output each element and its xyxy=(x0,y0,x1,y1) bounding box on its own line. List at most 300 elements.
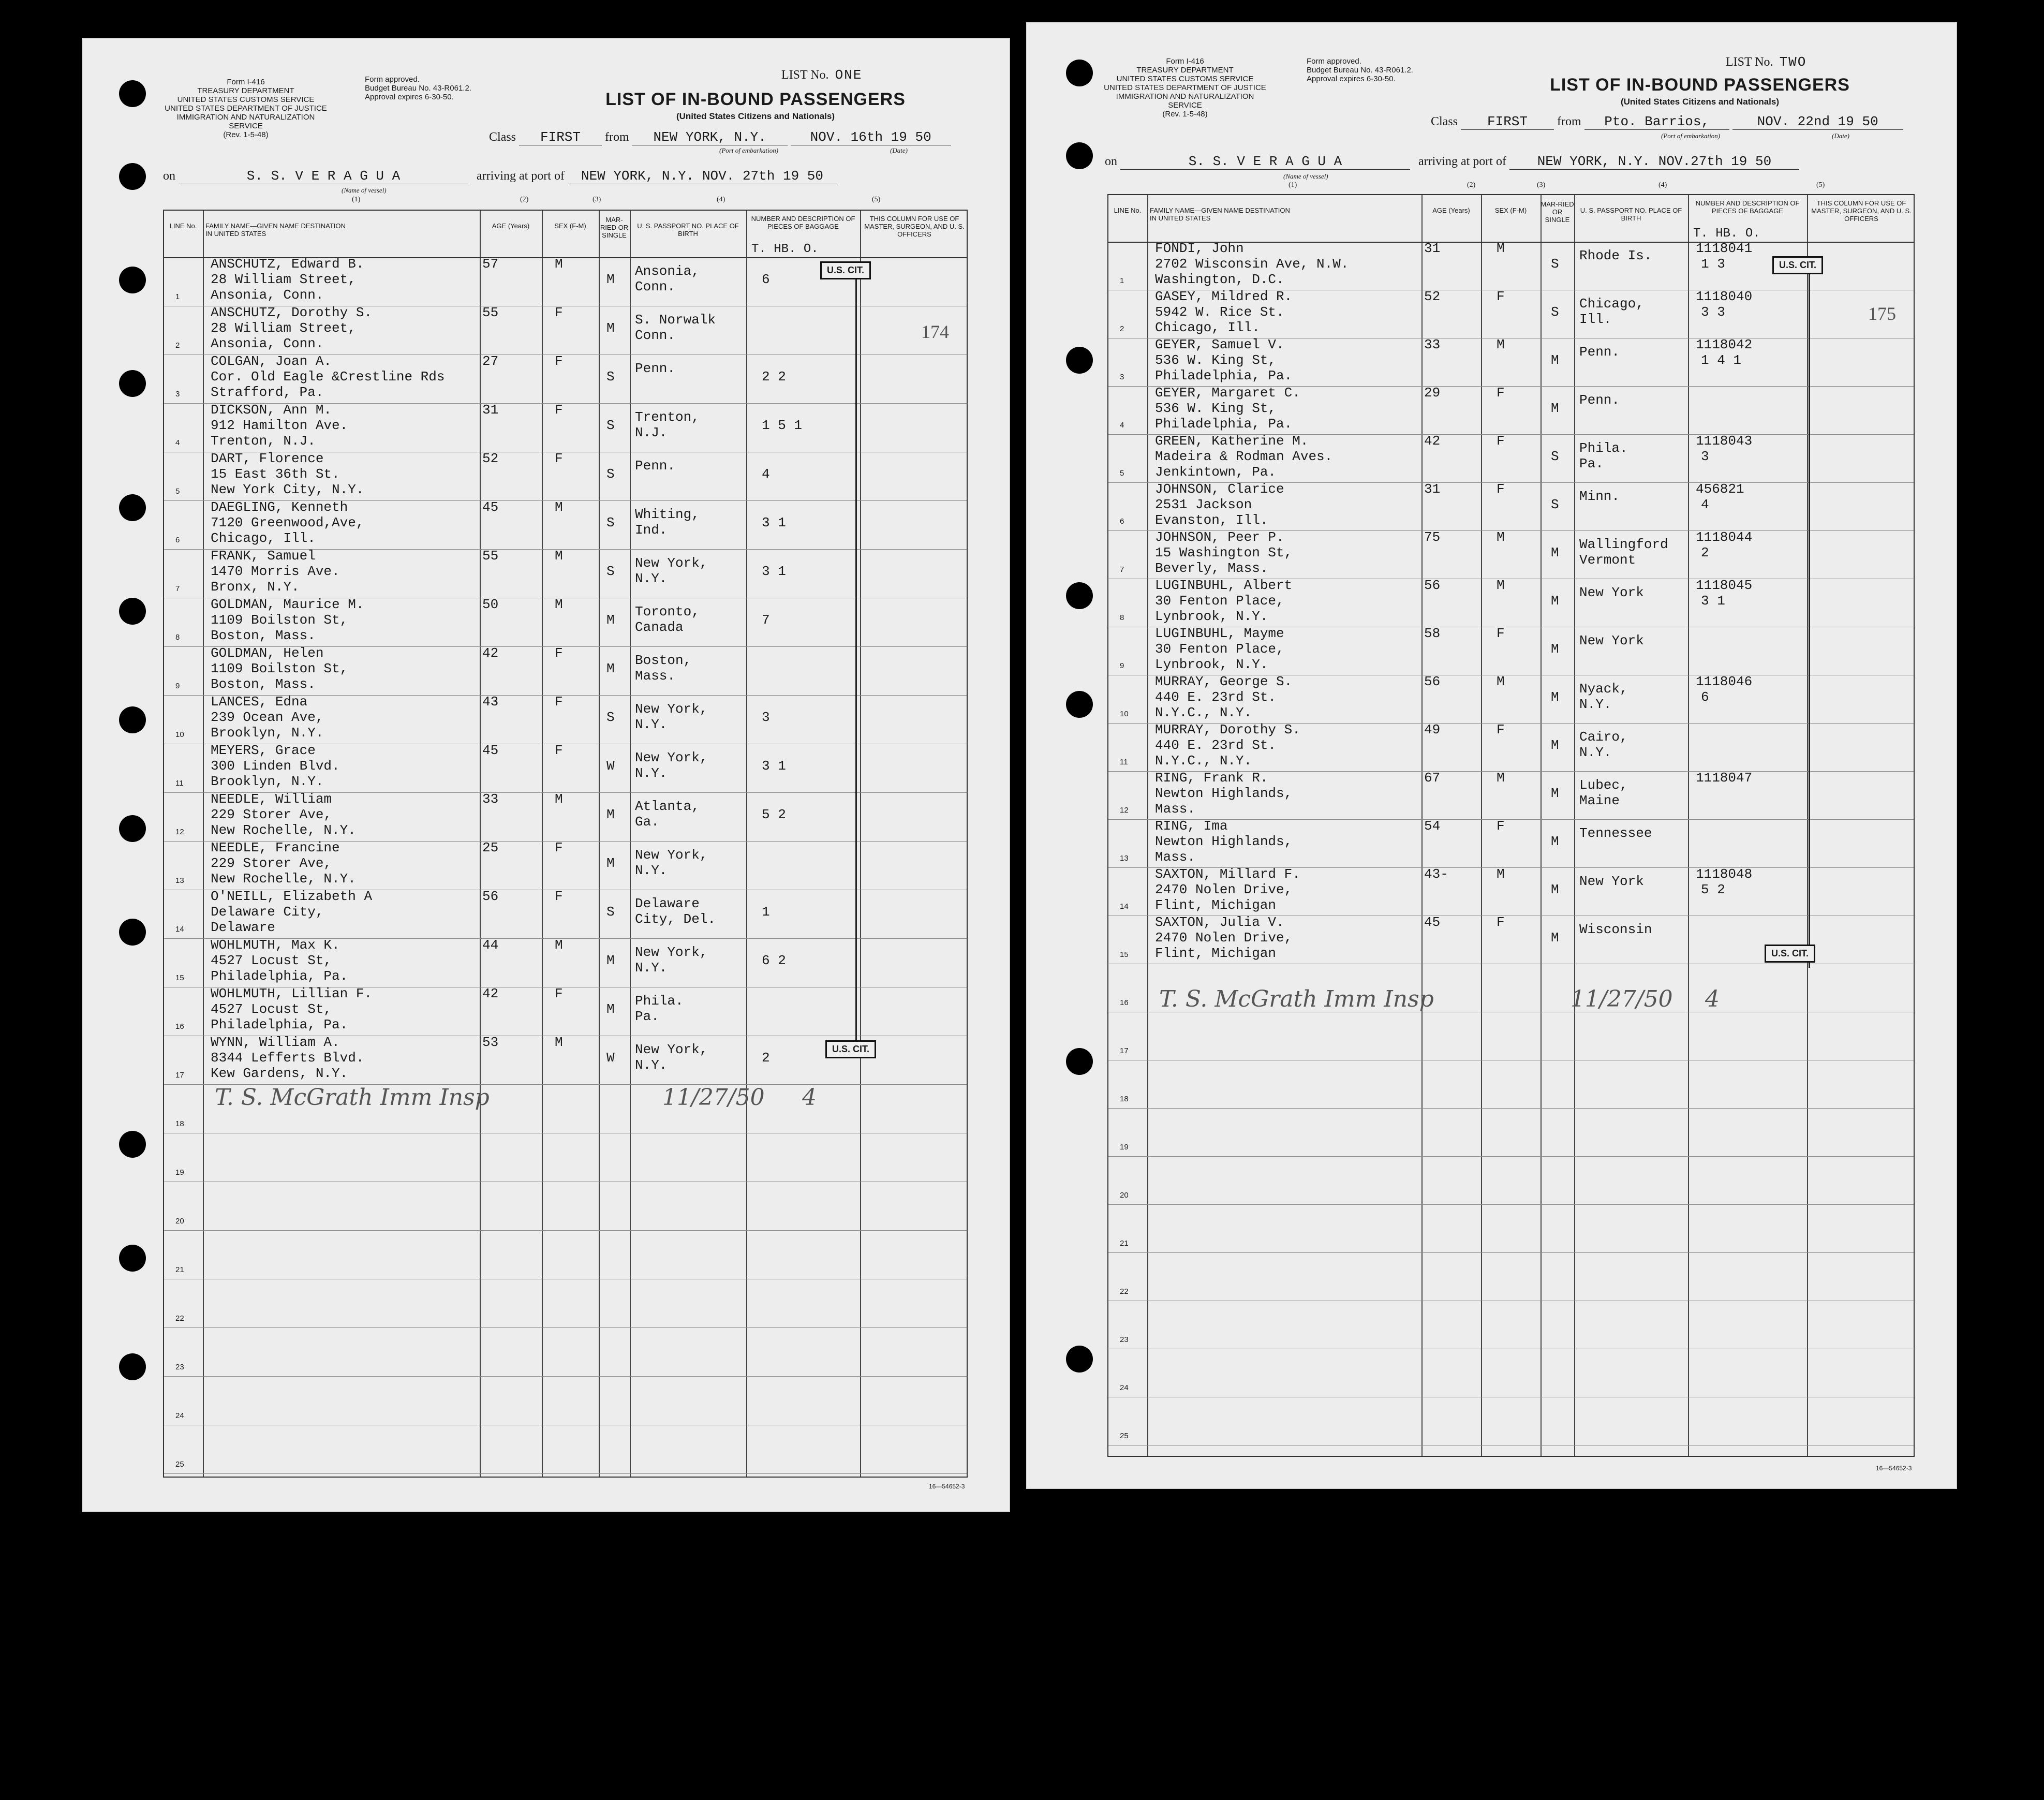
table-cell: M xyxy=(555,256,563,272)
table-cell: MEYERS, Grace xyxy=(211,743,316,758)
punch-hole xyxy=(119,598,146,625)
stamp-connector-line xyxy=(1809,274,1810,968)
table-cell: M xyxy=(606,272,615,287)
table-cell: 31 xyxy=(482,402,499,418)
table-cell: 52 xyxy=(482,451,499,466)
table-cell: O'NEILL, Elizabeth A xyxy=(211,889,373,904)
table-cell: 52 xyxy=(1424,289,1441,304)
line-number: 13 xyxy=(175,876,184,885)
table-cell: Lubec, xyxy=(1579,777,1628,793)
line-number: 19 xyxy=(175,1168,184,1177)
row-divider xyxy=(164,1230,967,1231)
table-cell: Phila. xyxy=(1579,440,1628,456)
table-cell: S xyxy=(1551,497,1559,512)
table-cell: F xyxy=(555,743,563,758)
table-cell: Chicago, xyxy=(1579,296,1644,312)
row-divider xyxy=(1108,1252,1914,1253)
table-cell: Boston, Mass. xyxy=(211,628,316,643)
column-number: (2) xyxy=(1467,181,1476,189)
line-number: 20 xyxy=(175,1217,184,1226)
table-cell: M xyxy=(1551,689,1559,705)
punch-hole xyxy=(1066,347,1093,374)
table-cell: FONDI, John xyxy=(1155,241,1244,256)
table-cell: WOHLMUTH, Max K. xyxy=(211,937,340,953)
table-cell: F xyxy=(555,402,563,418)
table-cell: 55 xyxy=(482,305,499,320)
table-cell: 49 xyxy=(1424,722,1441,737)
table-cell: 28 William Street, xyxy=(211,320,356,336)
line-number: 16 xyxy=(1120,998,1129,1007)
table-cell: M xyxy=(1497,578,1505,593)
table-cell: 1118040 xyxy=(1696,289,1753,304)
header-age: AGE (Years) xyxy=(492,222,530,230)
table-cell: Penn. xyxy=(1579,344,1620,360)
table-cell: 7 xyxy=(762,612,770,628)
table-cell: F xyxy=(555,694,563,710)
table-cell: 28 William Street, xyxy=(211,272,356,287)
table-cell: 30 Fenton Place, xyxy=(1155,593,1284,609)
table-cell: 1118047 xyxy=(1696,770,1753,786)
column-number: (4) xyxy=(1658,181,1667,189)
table-cell: Newton Highlands, xyxy=(1155,834,1293,849)
table-cell: New York, xyxy=(635,945,708,960)
table-cell: Lynbrook, N.Y. xyxy=(1155,609,1268,624)
table-cell: 53 xyxy=(482,1035,499,1050)
line-number: 13 xyxy=(1120,854,1129,863)
table-cell: Phila. xyxy=(635,993,684,1009)
table-cell: M xyxy=(1497,529,1505,545)
header-officer-use: THIS COLUMN FOR USE OF MASTER, SURGEON, AND U. S. OFFICERS xyxy=(864,215,965,238)
punch-hole xyxy=(1066,60,1093,86)
page-number: 175 xyxy=(1868,303,1896,324)
table-cell: Chicago, Ill. xyxy=(211,530,316,546)
line-number: 10 xyxy=(175,730,184,739)
table-cell: 4527 Locust St, xyxy=(211,1001,332,1017)
table-cell: F xyxy=(1497,722,1505,737)
table-cell: JOHNSON, Clarice xyxy=(1155,481,1284,497)
table-cell: F xyxy=(1497,818,1505,834)
table-cell: M xyxy=(555,791,563,807)
table-cell: MURRAY, Dorothy S. xyxy=(1155,722,1300,737)
line-number: 9 xyxy=(1120,661,1124,670)
table-cell: N.Y. xyxy=(635,717,668,732)
table-cell: 1118046 xyxy=(1696,674,1753,689)
table-cell: S xyxy=(606,564,615,579)
table-cell: LUGINBUHL, Albert xyxy=(1155,578,1293,593)
table-cell: 1 xyxy=(762,904,770,920)
table-cell: 54 xyxy=(1424,818,1441,834)
table-cell: 4527 Locust St, xyxy=(211,953,332,968)
vessel-line: on S. S. V E R A G U A arriving at port of NEW YORK, N.Y. NOV.27th 19 50 xyxy=(1105,154,1799,170)
table-cell: 456821 xyxy=(1696,481,1744,497)
line-number: 18 xyxy=(1120,1095,1129,1103)
table-cell: 6 2 xyxy=(762,953,786,968)
table-cell: F xyxy=(555,353,563,369)
table-cell: New York, xyxy=(635,1042,708,1057)
form-title: LIST OF IN-BOUND PASSENGERS xyxy=(605,90,906,109)
table-cell: 8344 Lefferts Blvd. xyxy=(211,1050,364,1066)
header-name: FAMILY NAME—GIVEN NAME DESTINATION IN UNITED STATES xyxy=(1150,206,1290,222)
table-cell: 15 East 36th St. xyxy=(211,466,340,482)
table-cell: Boston, Mass. xyxy=(211,676,316,692)
table-cell: 300 Linden Blvd. xyxy=(211,758,340,774)
us-citizen-stamp: U.S. CIT. xyxy=(825,1040,876,1058)
table-cell: Cairo, xyxy=(1579,729,1628,745)
line-number: 16 xyxy=(175,1022,184,1031)
table-cell: Evanston, Ill. xyxy=(1155,512,1268,528)
table-cell: DAEGLING, Kenneth xyxy=(211,499,348,515)
table-cell: 2531 Jackson xyxy=(1155,497,1252,512)
line-number: 1 xyxy=(1120,276,1124,285)
line-number: 4 xyxy=(175,438,180,447)
page-number: 174 xyxy=(921,321,949,342)
table-cell: F xyxy=(555,986,563,1001)
table-cell: M xyxy=(1551,737,1559,753)
line-number: 7 xyxy=(175,584,180,593)
table-cell: Philadelphia, Pa. xyxy=(1155,368,1293,383)
table-cell: F xyxy=(555,645,563,661)
table-cell: Penn. xyxy=(1579,392,1620,408)
caption: (Port of embarkation) xyxy=(719,146,779,154)
table-cell: New Rochelle, N.Y. xyxy=(211,871,356,887)
caption: (Name of vessel) xyxy=(342,186,387,194)
line-number: 24 xyxy=(175,1411,184,1420)
table-cell: M xyxy=(606,320,615,336)
table-cell: 7120 Greenwood,Ave, xyxy=(211,515,364,530)
punch-hole xyxy=(1066,142,1093,169)
table-cell: New Rochelle, N.Y. xyxy=(211,822,356,838)
table-cell: 6 xyxy=(1701,689,1709,705)
table-cell: 3 1 xyxy=(762,515,786,530)
table-cell: 2470 Nolen Drive, xyxy=(1155,930,1293,946)
table-cell: 56 xyxy=(1424,578,1441,593)
line-number: 11 xyxy=(1120,758,1128,766)
column-number: (1) xyxy=(352,196,361,203)
table-cell: New York, xyxy=(635,750,708,765)
table-cell: S xyxy=(1551,304,1559,320)
table-cell: MURRAY, George S. xyxy=(1155,674,1293,689)
table-cell: 229 Storer Ave, xyxy=(211,807,332,822)
table-cell: M xyxy=(1497,674,1505,689)
table-cell: S xyxy=(606,710,615,725)
table-cell: RING, Frank R. xyxy=(1155,770,1268,786)
table-cell: 2 xyxy=(762,1050,770,1066)
table-cell: Trenton, N.J. xyxy=(211,433,316,449)
table-cell: 42 xyxy=(482,645,499,661)
table-cell: Wallingford xyxy=(1579,537,1668,552)
line-number: 18 xyxy=(175,1119,184,1128)
form-subtitle: (United States Citizens and Nationals) xyxy=(1620,97,1780,107)
line-number: 23 xyxy=(1120,1335,1129,1344)
table-cell: 50 xyxy=(482,597,499,612)
table-cell: M xyxy=(1551,882,1559,897)
inspector-signature: T. S. McGrath Imm Insp xyxy=(215,1084,490,1111)
header-line-no: LINE No. xyxy=(1114,206,1142,214)
table-cell: N.Y. xyxy=(1579,697,1612,712)
class-line: Class FIRST from Pto. Barrios, NOV. 22nd 19 50 xyxy=(1431,114,1903,130)
line-number: 2 xyxy=(175,341,180,350)
table-cell: 1118044 xyxy=(1696,529,1753,545)
column-number: (3) xyxy=(1537,181,1546,189)
table-cell: 56 xyxy=(1424,674,1441,689)
table-cell: DART, Florence xyxy=(211,451,324,466)
table-cell: 1109 Boilston St, xyxy=(211,612,348,628)
table-cell: Conn. xyxy=(635,279,676,294)
header-name: FAMILY NAME—GIVEN NAME DESTINATION IN UNITED STATES xyxy=(205,222,346,238)
line-number: 21 xyxy=(1120,1239,1129,1248)
table-cell: 56 xyxy=(482,889,499,904)
column-number: (5) xyxy=(872,196,881,203)
table-cell: Chicago, Ill. xyxy=(1155,320,1260,335)
table-cell: SAXTON, Julia V. xyxy=(1155,914,1284,930)
table-cell: City, Del. xyxy=(635,911,716,927)
table-cell: S xyxy=(606,904,615,920)
baggage-subheader: T. HB. O. xyxy=(751,242,819,256)
table-cell: M xyxy=(555,499,563,515)
table-cell: Brooklyn, N.Y. xyxy=(211,774,324,789)
line-number: 25 xyxy=(175,1460,184,1469)
table-cell: 33 xyxy=(1424,337,1441,352)
line-number: 3 xyxy=(175,390,180,399)
punch-hole xyxy=(119,815,146,842)
header-married: MAR-RIED OR SINGLE xyxy=(1541,200,1574,224)
table-cell: Penn. xyxy=(635,458,676,474)
header-age: AGE (Years) xyxy=(1432,206,1470,214)
table-cell: JOHNSON, Peer P. xyxy=(1155,529,1284,545)
table-cell: 4 xyxy=(1701,497,1709,512)
row-divider xyxy=(1108,819,1914,820)
line-number: 9 xyxy=(175,682,180,690)
table-cell: W xyxy=(606,758,615,774)
signature-date: 11/27/50 xyxy=(662,1084,765,1111)
header-baggage: NUMBER AND DESCRIPTION OF PIECES OF BAGGAGE xyxy=(1695,199,1800,215)
table-cell: ANSCHUTZ, Dorothy S. xyxy=(211,305,373,320)
table-cell: S xyxy=(1551,449,1559,464)
table-cell: GREEN, Katherine M. xyxy=(1155,433,1309,449)
table-cell: 3 1 xyxy=(762,564,786,579)
table-cell: M xyxy=(1551,930,1559,946)
punch-hole xyxy=(1066,691,1093,718)
table-cell: 5942 W. Rice St. xyxy=(1155,304,1284,320)
table-cell: 3 1 xyxy=(1701,593,1725,609)
table-cell: Delaware xyxy=(635,896,700,911)
table-cell: M xyxy=(1497,337,1505,352)
table-cell: 1118048 xyxy=(1696,866,1753,882)
line-number: 23 xyxy=(175,1363,184,1371)
row-divider xyxy=(164,1376,967,1377)
table-cell: Mass. xyxy=(635,668,676,684)
line-number: 14 xyxy=(1120,902,1129,911)
row-divider xyxy=(1108,1204,1914,1205)
table-cell: 15 Washington St, xyxy=(1155,545,1293,560)
vessel-name: S. S. V E R A G U A xyxy=(179,168,468,184)
us-citizen-stamp: U.S. CIT. xyxy=(1772,256,1823,274)
table-cell: M xyxy=(555,1035,563,1050)
table-cell: 1 3 xyxy=(1701,256,1725,272)
table-cell: M xyxy=(1551,593,1559,609)
table-cell: Jenkintown, Pa. xyxy=(1155,464,1277,480)
table-cell: Madeira & Rodman Aves. xyxy=(1155,449,1333,464)
table-cell: M xyxy=(1497,770,1505,786)
table-cell: 43- xyxy=(1424,866,1448,882)
table-cell: Beverly, Mass. xyxy=(1155,560,1268,576)
table-cell: 3 xyxy=(1701,449,1709,464)
passenger-list-sheet-one xyxy=(83,39,1009,1511)
table-cell: F xyxy=(555,840,563,855)
table-cell: Mass. xyxy=(1155,801,1196,817)
line-number: 8 xyxy=(1120,613,1124,622)
passenger-table xyxy=(1107,194,1915,1457)
table-cell: 30 Fenton Place, xyxy=(1155,641,1284,657)
line-number: 17 xyxy=(1120,1046,1129,1055)
line-number: 11 xyxy=(175,779,184,788)
punch-hole xyxy=(119,163,146,190)
table-cell: N.Y. xyxy=(635,1057,668,1073)
table-cell: N.Y. xyxy=(635,960,668,976)
table-cell: New York, xyxy=(635,847,708,863)
embarkation-date: NOV. 16th 19 50 xyxy=(791,129,951,145)
table-cell: Newton Highlands, xyxy=(1155,786,1293,801)
table-cell: GOLDMAN, Helen xyxy=(211,645,324,661)
table-cell: F xyxy=(555,889,563,904)
header-baggage: NUMBER AND DESCRIPTION OF PIECES OF BAGGAGE xyxy=(751,215,855,230)
table-cell: 1 4 1 xyxy=(1701,352,1742,368)
table-cell: M xyxy=(1551,401,1559,416)
line-number: 6 xyxy=(1120,517,1124,526)
column-number: (3) xyxy=(593,196,601,203)
table-cell: Mass. xyxy=(1155,849,1196,865)
table-cell: N.Y. xyxy=(635,571,668,586)
table-cell: Flint, Michigan xyxy=(1155,946,1277,961)
arrival-port-date: NEW YORK, N.Y. NOV.27th 19 50 xyxy=(1509,154,1799,170)
table-cell: F xyxy=(1497,289,1505,304)
punch-hole xyxy=(119,919,146,946)
table-cell: NEEDLE, Francine xyxy=(211,840,340,855)
table-cell: F xyxy=(1497,626,1505,641)
table-cell: Bronx, N.Y. xyxy=(211,579,300,595)
line-number: 14 xyxy=(175,925,184,934)
table-cell: N.Y. xyxy=(1579,745,1612,760)
table-cell: 440 E. 23rd St. xyxy=(1155,689,1277,705)
table-cell: Philadelphia, Pa. xyxy=(1155,416,1293,432)
line-number: 19 xyxy=(1120,1143,1129,1152)
table-cell: M xyxy=(606,855,615,871)
caption: (Date) xyxy=(890,146,908,154)
table-cell: 2702 Wisconsin Ave, N.W. xyxy=(1155,256,1349,272)
table-cell: 55 xyxy=(482,548,499,564)
column-number: (2) xyxy=(520,196,529,203)
stamp-connector-line xyxy=(855,279,857,1058)
table-cell: M xyxy=(1551,834,1559,849)
punch-hole xyxy=(1066,582,1093,609)
table-cell: 3 3 xyxy=(1701,304,1725,320)
table-cell: 5 2 xyxy=(762,807,786,822)
line-number: 24 xyxy=(1120,1383,1129,1392)
table-cell: S. Norwalk xyxy=(635,312,716,328)
punch-hole xyxy=(119,706,146,733)
table-cell: 1118042 xyxy=(1696,337,1753,352)
table-cell: 2 xyxy=(1701,545,1709,560)
table-cell: 44 xyxy=(482,937,499,953)
table-cell: 58 xyxy=(1424,626,1441,641)
line-number: 1 xyxy=(175,292,180,301)
line-number: 4 xyxy=(1120,421,1124,430)
table-cell: Delaware City, xyxy=(211,904,324,920)
footer-code: 16—54652-3 xyxy=(1876,1465,1912,1472)
table-cell: M xyxy=(1551,545,1559,560)
table-cell: 1118045 xyxy=(1696,578,1753,593)
line-number: 8 xyxy=(175,633,180,642)
table-cell: M xyxy=(606,661,615,676)
signature-count: 4 xyxy=(1705,986,1720,1012)
table-cell: GEYER, Margaret C. xyxy=(1155,385,1300,401)
punch-hole xyxy=(1066,1048,1093,1075)
table-cell: 31 xyxy=(1424,241,1441,256)
table-cell: F xyxy=(1497,385,1505,401)
us-citizen-stamp: U.S. CIT. xyxy=(820,261,871,279)
port-of-embarkation: NEW YORK, N.Y. xyxy=(632,129,788,145)
table-cell: New York City, N.Y. xyxy=(211,482,364,497)
table-cell: 1109 Boilston St, xyxy=(211,661,348,676)
table-cell: 42 xyxy=(482,986,499,1001)
table-cell: COLGAN, Joan A. xyxy=(211,353,332,369)
column-number: (1) xyxy=(1288,181,1297,189)
table-cell: 29 xyxy=(1424,385,1441,401)
table-cell: GOLDMAN, Maurice M. xyxy=(211,597,364,612)
line-number: 2 xyxy=(1120,324,1124,333)
table-cell: 912 Hamilton Ave. xyxy=(211,418,348,433)
table-cell: New York xyxy=(1579,874,1644,889)
table-cell: Conn. xyxy=(635,328,676,343)
table-cell: RING, Ima xyxy=(1155,818,1228,834)
table-cell: M xyxy=(606,807,615,822)
table-cell: 6 xyxy=(762,272,770,287)
table-cell: M xyxy=(555,597,563,612)
table-cell: 43 xyxy=(482,694,499,710)
table-cell: GASEY, Mildred R. xyxy=(1155,289,1293,304)
table-cell: M xyxy=(555,937,563,953)
table-cell: Ansonia, Conn. xyxy=(211,287,324,303)
table-cell: Wisconsin xyxy=(1579,922,1652,937)
line-number: 7 xyxy=(1120,565,1124,574)
table-cell: 42 xyxy=(1424,433,1441,449)
table-cell: 27 xyxy=(482,353,499,369)
table-cell: 2470 Nolen Drive, xyxy=(1155,882,1293,897)
table-cell: 1118043 xyxy=(1696,433,1753,449)
form-subtitle: (United States Citizens and Nationals) xyxy=(676,111,835,121)
vessel-line: on S. S. V E R A G U A arriving at port of NEW YORK, N.Y. NOV. 27th 19 50 xyxy=(163,168,837,184)
list-number: LIST No. TWO xyxy=(1726,54,1807,70)
header-passport: U. S. PASSPORT NO. PLACE OF BIRTH xyxy=(637,222,739,238)
table-cell: Nyack, xyxy=(1579,681,1628,697)
table-cell: 4 xyxy=(762,466,770,482)
table-cell: S xyxy=(606,418,615,433)
table-cell: Flint, Michigan xyxy=(1155,897,1277,913)
header-line-no: LINE No. xyxy=(169,222,197,230)
table-cell: SAXTON, Millard F. xyxy=(1155,866,1300,882)
table-cell: 536 W. King St, xyxy=(1155,352,1277,368)
line-number: 25 xyxy=(1120,1432,1129,1440)
arrival-port-date: NEW YORK, N.Y. NOV. 27th 19 50 xyxy=(568,168,837,184)
table-cell: Boston, xyxy=(635,653,692,668)
table-cell: 45 xyxy=(482,499,499,515)
line-number: 15 xyxy=(175,973,184,982)
table-cell: New York xyxy=(1579,633,1644,648)
table-cell: F xyxy=(1497,433,1505,449)
table-cell: LANCES, Edna xyxy=(211,694,308,710)
line-number: 15 xyxy=(1120,950,1129,959)
row-divider xyxy=(164,1327,967,1328)
